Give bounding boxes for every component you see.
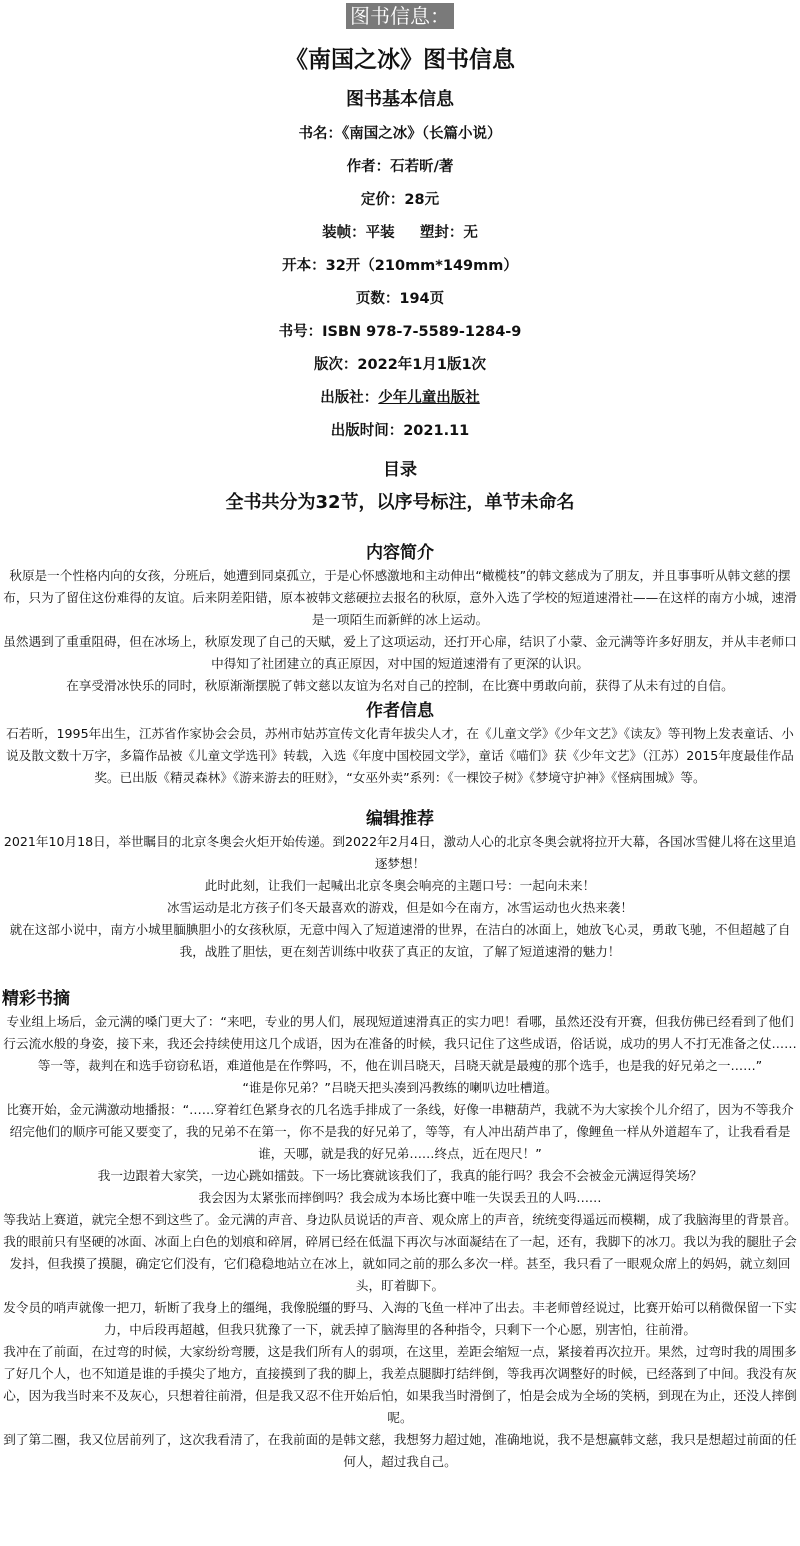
info-author: 作者：石若昕/著 <box>346 159 454 175</box>
editor-paragraph: 冰雪运动是北方孩子们冬天最喜欢的游戏，但是如今在南方，冰雪运动也火热来袭！ <box>167 900 633 915</box>
summary-heading: 内容简介 <box>366 543 434 563</box>
info-book-name: 书名：《南国之冰》（长篇小说） <box>298 126 502 142</box>
info-edition: 版次：2022年1月1版1次 <box>313 357 487 373</box>
excerpt-paragraph: “谁是你兄弟？”吕晓天把头凑到冯教练的喇叭边吐槽道。 <box>242 1080 558 1095</box>
author-body <box>0 723 800 789</box>
info-isbn: 书号：ISBN 978-7-5589-1284-9 <box>278 324 522 340</box>
excerpt-paragraph: 我冲在了前面，在过弯的时候，大家纷纷弯腰，这是我们所有人的弱项，在这里，差距会缩短一点，紧接着再次拉开。果然，过弯时我的周围多了好几个人，也不知道是谁的手摸尖了地方，直接摸到了我的脚上，我差点腿脚打结绊倒，等我再次调整好的时候，已经落到了中间。我没有灰心，因为我当时来不及灰心，只想着往前滑，但是我又忍不住开始后怕，如果我当时滑倒了，怕是会成为全场的笑柄，到现在为止，还没人摔倒呢。 <box>3 1344 797 1425</box>
excerpt-paragraph: 专业组上场后，金元满的嗓门更大了：“来吧，专业的男人们，展现短道速滑真正的实力吧！看哪，虽然还没有开赛，但我仿佛已经看到了他们行云流水般的身姿，接下来，我还会持续使用这几个成语，因为在准备的时候，我只记住了这些成语，俗话说，成功的男人不打无准备之仗……等一等，裁判在和选手窃窃私语，难道他是在作弊吗，不，他在训吕晓天，吕晓天就是最瘦的那个选手，也是我的好兄弟之一……” <box>3 1014 797 1073</box>
info-format: 开本：32开（210mm*149mm） <box>282 258 518 274</box>
excerpt-paragraph: 我会因为太紧张而摔倒吗？我会成为本场比赛中唯一失误丢丑的人吗…… <box>198 1190 602 1205</box>
editor-paragraph: 2021年10月18日，举世瞩目的北京冬奥会火炬开始传递。到2022年2月4日，激动人心的北京冬奥会就将拉开大幕，各国冰雪健儿将在这里追逐梦想！ <box>3 834 797 871</box>
info-pub-time: 出版时间：2021.11 <box>330 423 470 439</box>
excerpt-paragraph: 发令员的哨声就像一把刀，斩断了我身上的缰绳，我像脱缰的野马、入海的飞鱼一样冲了出去。丰老师曾经说过，比赛开始可以稍微保留一下实力，中后段再超越，但我只犹豫了一下，就丢掉了脑海里的各种指令，只剩下一个心愿，别害怕，往前滑。 <box>3 1300 797 1337</box>
summary-paragraph: 秋原是一个性格内向的女孩，分班后，她遭到同桌孤立，于是心怀感激地和主动伸出“橄榄枝”的韩文慈成为了朋友，并且事事听从韩文慈的摆布，只为了留住这份难得的友谊。后来阴差阳错，原本被韩文慈硬拉去报名的秋原，意外入选了学校的短道速滑社——在这样的南方小城，速滑是一项陌生而新鲜的冰上运动。 <box>3 568 797 627</box>
excerpt-paragraph: 比赛开始，金元满激动地播报：“……穿着红色紧身衣的几名选手排成了一条线，好像一串糖葫芦，我就不为大家挨个儿介绍了，因为不等我介绍完他们的顺序可能又要变了，我的兄弟不在第一，你不是我的好兄弟了，等等，有人冲出葫芦串了，像鲤鱼一样从外道超车了，让我看看是谁，天哪，就是我的好兄弟……终点，近在咫尺！” <box>6 1102 794 1161</box>
editor-paragraph: 此时此刻，让我们一起喊出北京冬奥会响亮的主题口号：一起向未来！ <box>204 878 596 893</box>
toc-description: 全书共分为32节，以序号标注，单节未命名 <box>225 492 575 513</box>
excerpt-paragraph: 等我站上赛道，就完全想不到这些了。金元满的声音、身边队员说话的声音、观众席上的声音，统统变得遥远而模糊，成了我脑海里的背景音。我的眼前只有坚硬的冰面、冰面上白色的划痕和碎屑，碎屑已经在低温下再次与冰面凝结在了一起，还有，我脚下的冰刀。我以为我的腿肚子会发抖，但我摸了摸腿，确定它们没有，它们稳稳地站立在冰上，就如同之前的那么多次一样。甚至，我只看了一眼观众席上的妈妈，就立刻回头，盯着脚下。 <box>3 1212 797 1293</box>
excerpt-heading: 精彩书摘 <box>2 989 70 1009</box>
info-publisher-row <box>0 382 800 415</box>
info-price: 定价：28元 <box>360 192 440 208</box>
info-binding-row <box>0 217 800 250</box>
editor-body <box>0 831 800 963</box>
info-binding: 装帧：平装 <box>322 225 395 241</box>
excerpt-paragraph: 我一边跟着大家笑，一边心跳如擂鼓。下一场比赛就该我们了，我真的能行吗？我会不会被金元满逗得笑场？ <box>97 1168 703 1183</box>
header-label-row <box>0 0 800 29</box>
author-paragraph: 石若昕，1995年出生，江苏省作家协会会员，苏州市姑苏宣传文化青年拔尖人才，在《儿童文学》《少年文艺》《读友》等刊物上发表童话、小说及散文数十万字，多篇作品被《儿童文学选刊》转载，入选《年度中国校园文学》，童话《喵们》获《少年文艺》（江苏）2015年度最佳作品奖。已出版《精灵森林》《游来游去的旺财》，“女巫外卖”系列：《一棵饺子树》《梦境守护神》《怪病围城》等。 <box>6 726 794 785</box>
excerpt-body <box>0 1011 800 1473</box>
publisher-link[interactable]: 少年儿童出版社 <box>378 390 480 406</box>
editor-heading: 编辑推荐 <box>366 809 434 829</box>
summary-paragraph: 在享受滑冰快乐的同时，秋原渐渐摆脱了韩文慈以友谊为名对自己的控制，在比赛中勇敢向前，获得了从未有过的自信。 <box>66 678 734 693</box>
info-publisher-label: 出版社： <box>320 390 379 406</box>
header-label: 图书信息： <box>346 3 454 29</box>
summary-body <box>0 565 800 697</box>
info-shrink-wrap: 塑封：无 <box>419 225 478 241</box>
toc-heading: 目录 <box>383 460 417 480</box>
summary-paragraph: 虽然遇到了重重阻碍，但在冰场上，秋原发现了自己的天赋，爱上了这项运动，还打开心扉，结识了小蒙、金元满等许多好朋友，并从丰老师口中得知了社团建立的真正原因，对中国的短道速滑有了更深的认识。 <box>3 634 797 671</box>
editor-paragraph: 就在这部小说中，南方小城里腼腆胆小的女孩秋原，无意中闯入了短道速滑的世界，在洁白的冰面上，她放飞心灵，勇敢飞驰，不但超越了自我，战胜了胆怯，更在刻苦训练中收获了真正的友谊，了解了短道速滑的魅力！ <box>9 922 791 959</box>
basic-info-heading: 图书基本信息 <box>346 89 454 110</box>
info-pages: 页数：194页 <box>355 291 445 307</box>
excerpt-paragraph: 到了第二圈，我又位居前列了，这次我看清了，在我前面的是韩文慈，我想努力超过她，准确地说，我不是想赢韩文慈，我只是想超过前面的任何人，超过我自己。 <box>3 1432 797 1469</box>
page-title: 《南国之冰》图书信息 <box>285 47 515 73</box>
info-list <box>0 118 800 448</box>
author-heading: 作者信息 <box>366 701 434 721</box>
